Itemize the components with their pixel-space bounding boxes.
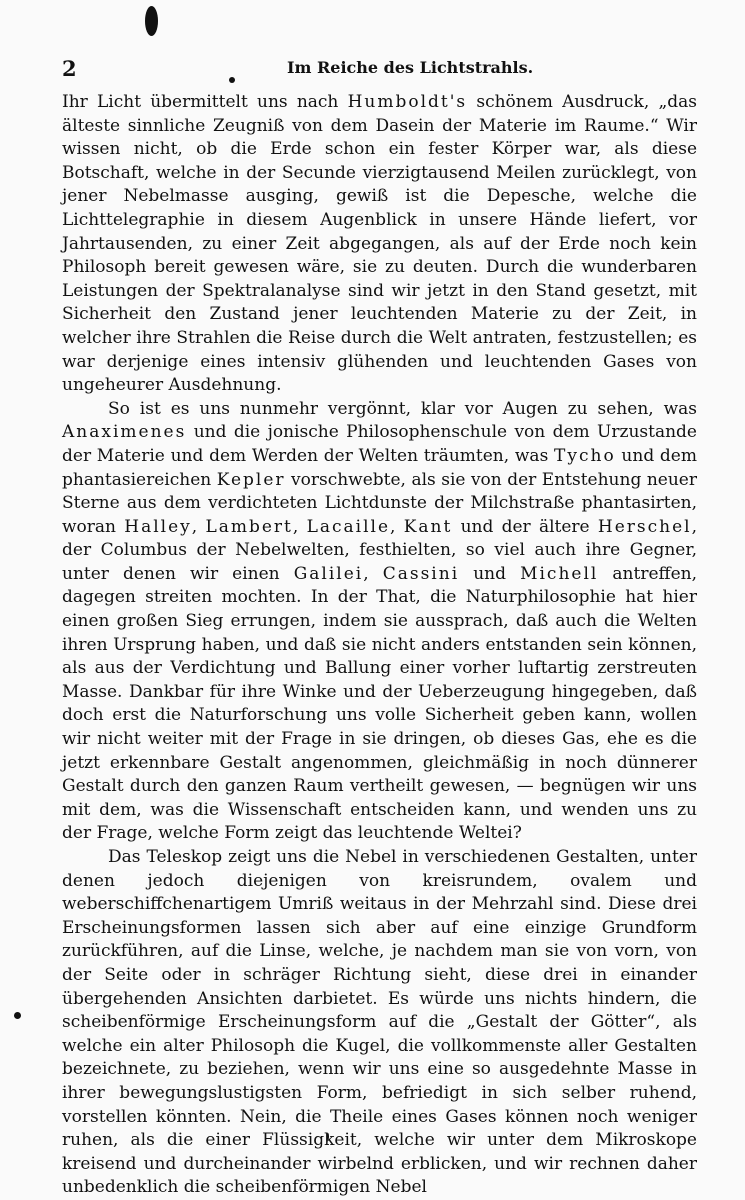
page-header — [62, 56, 697, 82]
name-spaced: Humboldt's — [347, 92, 468, 112]
body-text — [62, 91, 697, 1200]
text-segment: schönem Ausdruck, „das älteste sinnliche Zeugniß von dem Dasein der Materie im Raume.“ Wir wissen nicht, ob die Erde schon ein fester Körper war, als diese Botschaft, welche in der Secunde vierzigtausend Meilen zurücklegt, von jener Nebelmasse ausging, gewiß ist die Depesche, welche die Lichttelegraphie in diesem Augenblick in unsere Hände liefert, vor Jahrtausenden, zu einer Zeit abgegangen, als auf der Erde noch kein Philosoph bereit gewesen wäre, sie zu deuten. Durch die wunderbaren Leistungen der Spektralanalyse sind wir jetzt in den Stand gesetzt, mit Sicherheit den Zustand jener leuchtenden Materie zu der Zeit, in welcher ihre Strahlen die Reise durch die Welt antraten, festzustellen; es war derjenige eines intensiv glühenden und leuchtenden Gases von ungeheurer Ausdehnung. — [62, 92, 697, 396]
name-spaced: Lacaille — [306, 516, 391, 537]
text-segment: und — [459, 563, 521, 584]
text-segment: Das Teleskop zeigt uns die Nebel in verschiedenen Gestalten, unter denen jedoch diejenigen von kreisrundem, ovalem und weberschiffchenartigem Umriß weitaus in der Mehrzahl sind. Diese drei Erscheinungsformen lassen sich aber auf eine einzige Grundform zurückführen, auf die Linse, welche, je nachdem man sie von vorn, von der Seite oder in schräger Richtung sieht, diese drei in einander übergehenden Ansichten darbietet. Es würde uns nichts hindern, die scheibenförmige Erscheinungsform auf die „Gestalt der Götter“, als welche ein alter Philosoph die Kugel, die vollkommenste aller Gestalten bezeichnete, zu beziehen, wenn wir uns eine so ausgedehnte Masse in ihrer bewegungslustigsten Form, befriedigt in sich selber ruhend, vorstellen könnten. Nein, die Theile eines Gases können noch weniger ruhen, als die einer Flüssigkeit, welche wir unter dem Mikroskope kreisend und durcheinander wirbelnd erblicken, und wir rechnen daher unbedenklich die scheibenförmigen Nebel — [62, 847, 697, 1198]
name-spaced: Cassini — [382, 563, 460, 584]
name-spaced: Tycho — [554, 445, 616, 466]
text-segment: antreffen, dagegen streiten mochten. In der That, die Naturphilosophie hat hier einen großen Sieg errungen, indem sie aussprach, daß auch die Welten ihren Ursprung haben, und daß sie nicht anders entstanden sein können, als aus der Verdichtung und Ballung einer vorher luftartig zerstreuten Masse. Dankbar für ihre Winke und der Ueberzeugung hingegeben, daß doch erst die Naturforschung uns volle Sicherheit geben kann, wollen wir nicht weiter mit der Frage in sie dringen, ob dieses Gas, ehe es die jetzt erkennbare Gestalt angenommen, gleichmäßig in noch dünnerer Gestalt durch den ganzen Raum vertheilt gewesen, — begnügen wir uns mit dem, was die Wissenschaft entscheiden kann, und wenden uns zu der Frage, welche Form zeigt das leuchtende Weltei? — [62, 563, 697, 844]
name-spaced: Kepler — [216, 469, 286, 490]
text-segment: , — [292, 516, 307, 537]
page-number: 2 — [62, 56, 77, 81]
paragraph — [62, 846, 697, 1200]
name-spaced: Halley — [124, 516, 192, 537]
text-segment: Ihr Licht übermittelt uns nach — [62, 92, 348, 112]
paragraph — [62, 91, 697, 398]
running-head: Im Reiche des Lichtstrahls. — [287, 58, 534, 77]
text-segment: , — [191, 516, 206, 537]
paragraph — [62, 398, 697, 846]
name-spaced: Kant — [403, 516, 453, 537]
name-spaced: Galilei — [293, 563, 364, 584]
name-spaced: Herschel — [597, 516, 692, 537]
text-segment: , — [390, 516, 404, 537]
ink-smudge — [14, 1012, 21, 1019]
text-segment: und dem phantasiereichen — [62, 445, 697, 490]
name-spaced: Michell — [520, 563, 599, 584]
name-spaced: Lambert — [205, 516, 293, 537]
text-segment: vorschwebte, als sie von der Entstehung neuer Sterne aus dem verdichteten Lichtdunste der Milchstraße phantasirten, woran — [62, 469, 697, 537]
text-segment: und der ältere — [452, 516, 598, 537]
text-segment: , der Columbus der Nebelwelten, festhielten, so viel auch ihre Gegner, unter denen wir einen — [62, 516, 697, 584]
text-segment: , — [363, 563, 383, 584]
name-spaced: Anaximenes — [62, 422, 187, 443]
text-segment: So ist es uns nunmehr vergönnt, klar vor Augen zu sehen, was — [108, 398, 697, 419]
text-segment: und die jonische Philosophenschule von dem Urzustande der Materie und dem Werden der Welten träumten, was — [62, 422, 697, 466]
ink-smudge — [145, 6, 158, 36]
